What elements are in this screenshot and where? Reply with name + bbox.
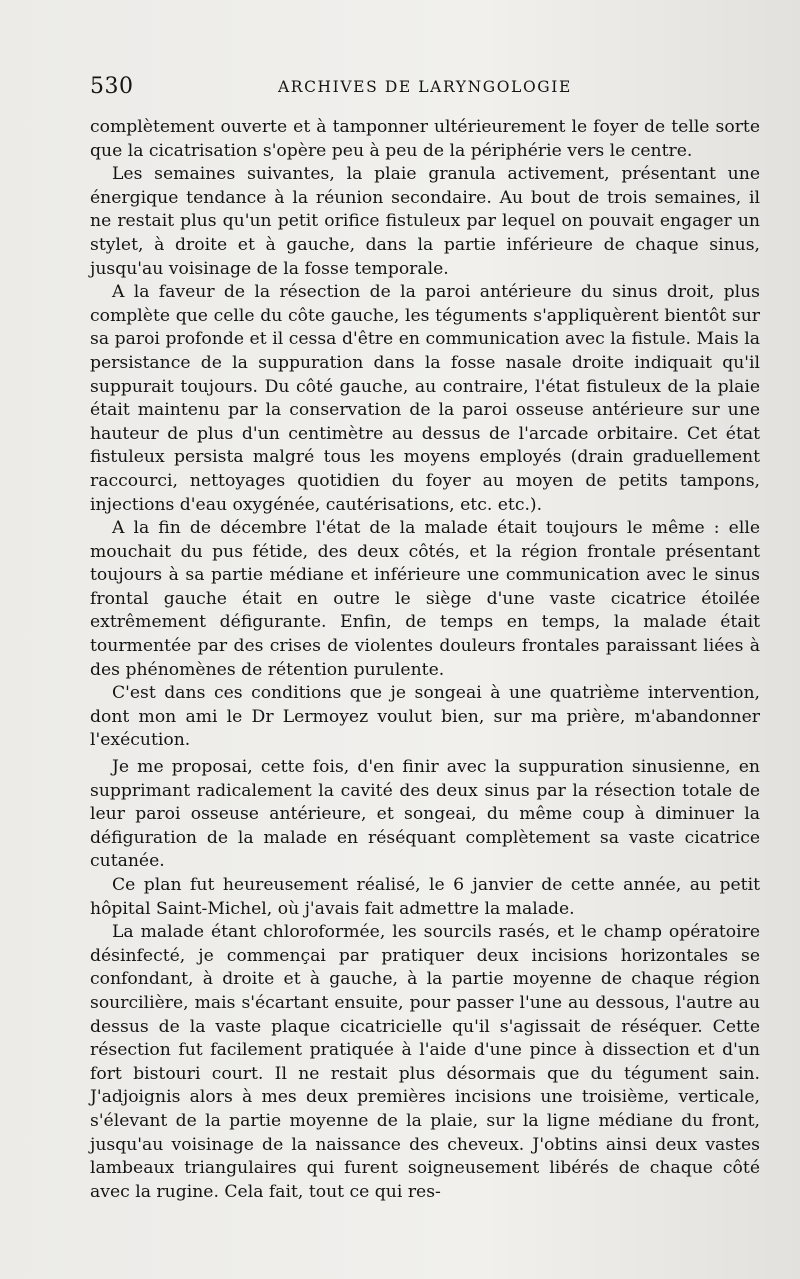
paragraph: Ce plan fut heureusement réalisé, le 6 janvier de cette année, au petit hôpital Saint-Michel, où j'avais fait admettre la malade. (90, 875, 760, 919)
paragraph: Les semaines suivantes, la plaie granula activement, présentant une énergique tendance à la réunion secondaire. Au bout de trois semaines, il ne restait plus qu'un petit orifice fistuleux par lequel on pouvait engager un stylet, à droite et à gauche, dans la partie inférieure de chaque sinus, jusqu'au voisinage de la fosse temporale. (90, 164, 760, 279)
paragraph: La malade étant chloroformée, les sourcils rasés, et le champ opératoire désinfecté, je commençai par pratiquer deux incisions horizontales se confondant, à droite et à gauche, à la partie moyenne de chaque région sourcilière, mais s'écartant ensuite, pour passer l'une au dessous, l'autre au dessus de la vaste plaque cicatricielle qu'il s'agissait de réséquer. Cette résection fut facilement pratiquée à l'aide d'une pince à dissection et d'un fort bistouri court. Il ne restait plus désormais que du tégument sain. J'adjoignis alors à mes deux premières incisions une troisième, verticale, s'élevant de la partie moyenne de la plaie, sur la ligne médiane du front, jusqu'au voisinage de la naissance des cheveux. J'obtins ainsi deux vastes lambeaux triangulaires qui furent soigneusement libérés de chaque côté avec la rugine. Cela fait, tout ce qui res- (90, 922, 760, 1202)
paragraph: A la fin de décembre l'état de la malade était toujours le même : elle mouchait du pus fétide, des deux côtés, et la région frontale présentant toujours à sa partie médiane et inférieure une communication avec le sinus frontal gauche était en outre le siège d'une vaste cicatrice étoilée extrêmement défigurante. Enfin, de temps en temps, la malade était tourmentée par des crises de violentes douleurs frontales paraissant liées à des phénomènes de rétention purulente. (90, 518, 760, 680)
paragraph: Je me proposai, cette fois, d'en finir avec la suppuration sinusienne, en supprimant radicalement la cavité des deux sinus par la résection totale de leur paroi osseuse antérieure, et songeai, du même coup à diminuer la défiguration de la malade en réséquant complètement sa vaste cicatrice cutanée. (90, 757, 760, 872)
body-text (90, 116, 760, 1204)
paragraph: C'est dans ces conditions que je songeai à une quatrième intervention, dont mon ami le Dr Lermoyez voulut bien, sur ma prière, m'abandonner l'exécution. (90, 683, 760, 751)
page-header (90, 74, 756, 102)
running-title: ARCHIVES DE LARYNGOLOGIE (278, 78, 572, 96)
page-number: 530 (90, 74, 134, 99)
paragraph: A la faveur de la résection de la paroi antérieure du sinus droit, plus complète que celle du côte gauche, les téguments s'appliquèrent bientôt sur sa paroi profonde et il cessa d'être en communication avec la fistule. Mais la persistance de la suppuration dans la fosse nasale droite indiquait qu'il suppurait toujours. Du côté gauche, au contraire, l'état fistuleux de la plaie était maintenu par la conservation de la paroi osseuse antérieure sur une hauteur de plus d'un centimètre au dessus de l'arcade orbitaire. Cet état fistuleux persista malgré tous les moyens employés (drain graduellement raccourci, nettoyages quotidien du foyer au moyen de petits tampons, injections d'eau oxygénée, cautérisations, etc. etc.). (90, 282, 760, 515)
paragraph: complètement ouverte et à tamponner ultérieurement le foyer de telle sorte que la cicatrisation s'opère peu à peu de la périphérie vers le centre. (90, 117, 760, 161)
